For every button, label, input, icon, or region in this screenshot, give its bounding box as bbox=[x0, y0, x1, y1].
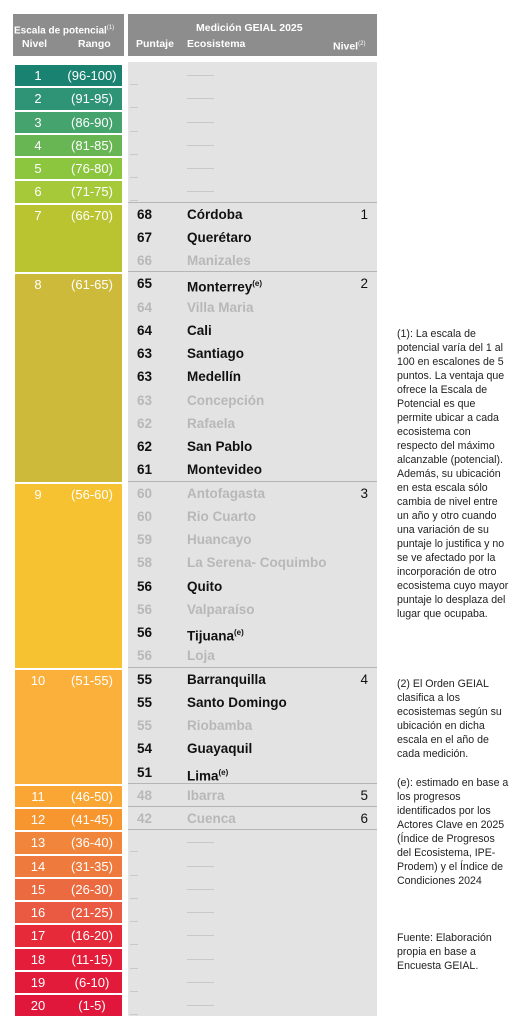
scale-level-range: (96-100) bbox=[67, 68, 117, 83]
empty-row bbox=[128, 179, 377, 202]
ecosystem-score: 63 bbox=[137, 392, 153, 408]
ecosystem-name-text: Loja bbox=[187, 648, 215, 664]
ecosystem-row bbox=[128, 249, 377, 272]
ecosystem-row bbox=[128, 505, 377, 528]
scale-level-range: (61-65) bbox=[71, 277, 113, 293]
ecosystem-row bbox=[128, 528, 377, 551]
placeholder-dash bbox=[187, 75, 214, 76]
ecosystem-row bbox=[128, 644, 377, 667]
scale-level-number: 11 bbox=[31, 788, 45, 804]
ecosystem-name bbox=[187, 505, 256, 528]
placeholder-dash bbox=[187, 842, 214, 843]
ecosystem-name bbox=[187, 435, 252, 458]
ecosystem-row bbox=[128, 807, 377, 830]
ecosystem-score: 51 bbox=[137, 764, 153, 780]
scale-level-number: 19 bbox=[30, 974, 46, 990]
estimate-marker: (e) bbox=[218, 767, 229, 777]
col-ecosystem: Ecosistema bbox=[187, 38, 246, 50]
ecosystem-row bbox=[128, 365, 377, 388]
ecosystem-name-text: Concepción bbox=[187, 392, 265, 408]
empty-row bbox=[128, 854, 377, 877]
ecosystem-name-text: Antofagasta bbox=[187, 485, 266, 501]
ecosystem-score: 61 bbox=[137, 462, 153, 478]
scale-level-range: (81-85) bbox=[71, 137, 113, 153]
scale-level-11 bbox=[14, 785, 123, 808]
ecosystem-name bbox=[187, 296, 254, 319]
scale-level-number: 6 bbox=[34, 184, 42, 200]
empty-row bbox=[128, 993, 377, 1016]
ecosystem-name bbox=[187, 714, 252, 737]
ecosystem-name bbox=[187, 342, 244, 365]
ecosystem-name-text: Monterrey bbox=[187, 279, 253, 295]
ecosystem-row bbox=[128, 761, 377, 784]
ecosystem-order-level: 2 bbox=[360, 276, 368, 292]
footnote-2: (2) El Orden GEIAL clasifica a los ecosistemas según su ubicación en dicha escala en el año de cada medición. bbox=[397, 678, 502, 760]
scale-level-range: (66-70) bbox=[71, 207, 113, 223]
col-score: Puntaje bbox=[136, 38, 174, 50]
ecosystem-row bbox=[128, 272, 377, 295]
scale-level-range: (6-10) bbox=[74, 974, 110, 990]
placeholder-dash bbox=[187, 98, 214, 99]
ecosystem-score: 56 bbox=[137, 648, 153, 664]
scale-col-level: Nivel bbox=[22, 38, 48, 50]
scale-level-range: (11-15) bbox=[71, 951, 113, 967]
empty-row bbox=[128, 947, 377, 970]
row-tick bbox=[130, 154, 138, 155]
level-separator bbox=[128, 481, 377, 482]
ecosystem-name bbox=[187, 528, 252, 551]
scale-level-range: (36-40) bbox=[71, 835, 113, 851]
scale-level-range: (76-80) bbox=[71, 161, 113, 176]
ecosystem-score: 63 bbox=[137, 369, 153, 385]
placeholder-dash bbox=[187, 145, 214, 146]
ecosystem-row bbox=[128, 226, 377, 249]
ecosystem-score: 66 bbox=[137, 253, 153, 268]
ecosystem-name bbox=[187, 737, 252, 760]
placeholder-dash bbox=[187, 168, 214, 169]
scale-level-range: (1-5) bbox=[78, 998, 106, 1013]
row-tick bbox=[130, 131, 138, 132]
row-tick bbox=[130, 991, 138, 992]
ecosystem-order-level: 5 bbox=[360, 787, 368, 803]
level-separator bbox=[128, 829, 377, 830]
ecosystem-name-text: Medellín bbox=[187, 369, 242, 385]
ecosystem-name-text: Cuenca bbox=[187, 811, 236, 826]
ecosystem-row bbox=[128, 482, 377, 505]
ecosystem-score: 55 bbox=[137, 671, 153, 687]
ecosystem-name-text: Riobamba bbox=[187, 718, 253, 733]
scale-level-number: 3 bbox=[34, 114, 42, 130]
measurement-header-title: Medición GEIAL 2025 bbox=[196, 22, 303, 34]
ecosystem-name bbox=[187, 807, 236, 830]
ecosystem-name bbox=[187, 458, 262, 481]
scale-level-7 bbox=[14, 204, 123, 274]
scale-header-title: Escala de potencial$^{(1)}$ bbox=[14, 25, 115, 37]
placeholder-dash bbox=[187, 935, 214, 936]
ecosystem-name-text: Montevideo bbox=[187, 462, 263, 478]
ecosystem-name bbox=[187, 389, 264, 412]
row-tick bbox=[130, 944, 138, 945]
empty-row bbox=[128, 923, 377, 946]
scale-level-number: 16 bbox=[30, 905, 46, 920]
ecosystem-name-text: Huancayo bbox=[187, 532, 252, 547]
ecosystem-score: 62 bbox=[137, 415, 153, 431]
ecosystem-score: 55 bbox=[137, 694, 153, 710]
empty-row bbox=[128, 63, 377, 86]
scale-level-4 bbox=[14, 134, 123, 157]
ecosystem-score: 64 bbox=[137, 322, 153, 338]
empty-row bbox=[128, 86, 377, 109]
ecosystem-row bbox=[128, 714, 377, 737]
ecosystem-row bbox=[128, 458, 377, 481]
ecosystem-name bbox=[187, 691, 287, 714]
empty-row bbox=[128, 970, 377, 993]
estimate-marker: (e) bbox=[252, 279, 263, 289]
estimate-marker: (e) bbox=[234, 628, 244, 637]
ecosystem-name bbox=[187, 482, 265, 505]
ecosystem-name-text: Rio Cuarto bbox=[187, 508, 256, 524]
scale-level-13 bbox=[14, 831, 123, 854]
scale-level-number: 10 bbox=[30, 672, 46, 688]
empty-row bbox=[128, 900, 377, 923]
ecosystem-name-text: Guayaquil bbox=[187, 741, 253, 757]
ecosystem-row bbox=[128, 621, 377, 644]
scale-level-range: (46-50) bbox=[71, 788, 113, 804]
scale-level-number: 9 bbox=[34, 486, 42, 502]
ecosystem-order-level: 3 bbox=[360, 485, 368, 501]
ecosystem-score: 65 bbox=[137, 276, 153, 292]
ecosystem-row bbox=[128, 296, 377, 319]
scale-level-number: 15 bbox=[30, 881, 46, 897]
footnote-e: (e): estimado en base a los progresos identificados por los Actores Clave en 2025 (Índice de Progresos del Ecosistema, IPE-Prodem) y el Índice de Condiciones 2024 bbox=[397, 777, 509, 887]
scale-level-range: (51-55) bbox=[71, 672, 113, 688]
scale-level-range: (16-20) bbox=[71, 928, 113, 944]
scale-col-range: Rango bbox=[78, 38, 111, 50]
scale-level-12 bbox=[14, 808, 123, 831]
col-level-order: Nivel$^{(2)}$ bbox=[333, 40, 366, 53]
scale-level-number: 2 bbox=[34, 91, 42, 107]
scale-level-number: 1 bbox=[34, 68, 42, 83]
ecosystem-row bbox=[128, 203, 377, 226]
ecosystem-score: 60 bbox=[137, 508, 153, 524]
empty-row bbox=[128, 877, 377, 900]
ecosystem-score: 54 bbox=[137, 741, 153, 757]
scale-level-range: (86-90) bbox=[71, 114, 113, 130]
ecosystem-score: 64 bbox=[137, 299, 153, 315]
ecosystem-name-text: Valparaíso bbox=[187, 601, 255, 617]
ecosystem-name-text: Barranquilla bbox=[187, 671, 266, 687]
empty-row bbox=[128, 133, 377, 156]
row-tick bbox=[130, 875, 138, 876]
scale-level-number: 14 bbox=[30, 858, 46, 874]
scale-level-number: 5 bbox=[34, 161, 42, 176]
scale-level-range: (26-30) bbox=[71, 881, 113, 897]
ecosystem-row bbox=[128, 551, 377, 574]
scale-level-2 bbox=[14, 87, 123, 110]
scale-level-number: 18 bbox=[30, 951, 46, 967]
ecosystem-name-text: San Pablo bbox=[187, 439, 253, 454]
source-note: Fuente: Elaboración propia en base a Encuesta GEIAL. bbox=[397, 932, 492, 972]
ecosystem-score: 56 bbox=[137, 578, 153, 594]
ecosystem-name-text: Rafaela bbox=[187, 415, 236, 431]
ecosystem-name bbox=[187, 551, 327, 574]
ecosystem-score: 58 bbox=[137, 555, 153, 571]
row-tick bbox=[130, 851, 138, 852]
scale-level-5 bbox=[14, 157, 123, 180]
scale-level-range: (41-45) bbox=[71, 812, 113, 827]
empty-row bbox=[128, 830, 377, 853]
ecosystem-name-text: Quito bbox=[187, 578, 223, 594]
scale-level-range: (71-75) bbox=[71, 184, 113, 200]
scale-level-number: 8 bbox=[34, 277, 42, 293]
row-tick bbox=[130, 1014, 138, 1015]
ecosystem-score: 68 bbox=[137, 206, 153, 222]
row-tick bbox=[130, 921, 138, 922]
placeholder-dash bbox=[187, 122, 214, 123]
scale-level-17 bbox=[14, 924, 123, 947]
scale-level-range: (31-35) bbox=[71, 858, 113, 874]
ecosystem-name bbox=[187, 668, 266, 691]
ecosystem-name-text: La Serena- Coquimbo bbox=[187, 555, 327, 571]
scale-level-number: 12 bbox=[30, 812, 46, 827]
scale-level-16 bbox=[14, 901, 123, 924]
ecosystem-name bbox=[187, 249, 251, 272]
scale-level-14 bbox=[14, 855, 123, 878]
ecosystem-row bbox=[128, 575, 377, 598]
ecosystem-name-text: Lima bbox=[187, 768, 219, 783]
scale-level-range: (91-95) bbox=[71, 91, 113, 107]
placeholder-dash bbox=[187, 889, 214, 890]
ecosystem-name bbox=[187, 644, 215, 667]
scale-level-number: 20 bbox=[30, 998, 46, 1013]
ecosystem-name-text: Querétaro bbox=[187, 229, 252, 245]
ecosystem-score: 56 bbox=[137, 601, 153, 617]
placeholder-dash bbox=[187, 912, 214, 913]
scale-level-8 bbox=[14, 273, 123, 482]
ecosystem-score: 55 bbox=[137, 718, 153, 733]
scale-level-range: (56-60) bbox=[71, 486, 113, 502]
scale-level-20 bbox=[14, 994, 123, 1017]
ecosystem-score: 59 bbox=[137, 532, 153, 547]
ecosystem-score: 62 bbox=[137, 439, 153, 454]
scale-level-3 bbox=[14, 111, 123, 134]
scale-level-number: 17 bbox=[30, 928, 46, 944]
scale-level-6 bbox=[14, 180, 123, 203]
ecosystem-name-text: Santiago bbox=[187, 346, 245, 361]
ecosystem-score: 63 bbox=[137, 346, 153, 361]
scale-level-9 bbox=[14, 483, 123, 669]
footnote-1: (1): La escala de potencial varía del 1 al 100 en escalones de 5 puntos. La ventaja que ofrece la Escala de Potencial es que permite ubicar a cada ecosistema con respecto del máximo alcanzable (potencial). Además, su ubicación en esta escala sólo cambia de nivel entre un año y otro cuando una variación de su puntaje lo justifica y no se ve afectado por la incorporación de otro ecosistema cuyo mayor puntaje lo desplaza del lugar que ocupaba. bbox=[397, 328, 509, 620]
ecosystem-name bbox=[187, 319, 212, 342]
ecosystem-name bbox=[187, 365, 241, 388]
level-separator bbox=[128, 271, 377, 272]
level-separator bbox=[128, 667, 377, 668]
ecosystem-row bbox=[128, 412, 377, 435]
scale-level-range: (21-25) bbox=[71, 905, 113, 920]
ecosystem-order-level: 4 bbox=[360, 671, 368, 687]
empty-row bbox=[128, 156, 377, 179]
placeholder-dash bbox=[187, 191, 214, 192]
ecosystem-row bbox=[128, 389, 377, 412]
ecosystem-name bbox=[187, 598, 255, 621]
scale-level-number: 13 bbox=[30, 835, 46, 851]
ecosystem-score: 56 bbox=[137, 625, 153, 640]
placeholder-dash bbox=[187, 1005, 214, 1006]
level-separator bbox=[128, 806, 377, 807]
ecosystem-name-text: Villa Maria bbox=[187, 299, 254, 315]
ecosystem-row bbox=[128, 435, 377, 458]
ecosystem-row bbox=[128, 342, 377, 365]
ecosystem-name-text: Cali bbox=[187, 322, 212, 338]
row-tick bbox=[130, 177, 138, 178]
ecosystem-score: 42 bbox=[137, 811, 153, 826]
placeholder-dash bbox=[187, 866, 214, 867]
placeholder-dash bbox=[187, 982, 214, 983]
row-tick bbox=[130, 968, 138, 969]
ecosystem-name-text: Tijuana bbox=[187, 628, 235, 644]
placeholder-dash bbox=[187, 959, 214, 960]
scale-level-15 bbox=[14, 878, 123, 901]
row-tick bbox=[130, 107, 138, 108]
ecosystem-row bbox=[128, 598, 377, 621]
ecosystem-name bbox=[187, 412, 235, 435]
scale-level-1 bbox=[14, 64, 123, 87]
scale-level-number: 4 bbox=[34, 137, 42, 153]
ecosystem-name bbox=[187, 575, 222, 598]
ecosystem-row bbox=[128, 784, 377, 807]
ecosystem-row bbox=[128, 319, 377, 342]
ecosystem-name-text: Manizales bbox=[187, 253, 251, 268]
scale-level-number: 7 bbox=[34, 207, 42, 223]
ecosystem-row bbox=[128, 691, 377, 714]
ecosystem-row bbox=[128, 737, 377, 760]
ecosystem-row bbox=[128, 668, 377, 691]
level-separator bbox=[128, 783, 377, 784]
row-tick bbox=[130, 84, 138, 85]
ecosystem-name-text: Ibarra bbox=[187, 787, 225, 803]
ecosystem-score: 60 bbox=[137, 485, 153, 501]
ecosystem-score: 48 bbox=[137, 787, 153, 803]
ecosystem-name bbox=[187, 203, 243, 226]
ecosystem-name-text: Córdoba bbox=[187, 206, 243, 222]
ecosystem-name bbox=[187, 226, 252, 249]
ecosystem-score: 67 bbox=[137, 229, 153, 245]
ecosystem-order-level: 1 bbox=[360, 206, 368, 222]
ecosystem-order-level: 6 bbox=[360, 811, 368, 826]
scale-level-19 bbox=[14, 971, 123, 994]
row-tick bbox=[130, 898, 138, 899]
scale-level-10 bbox=[14, 669, 123, 785]
level-separator bbox=[128, 202, 377, 203]
scale-level-18 bbox=[14, 948, 123, 971]
ecosystem-name bbox=[187, 784, 225, 807]
empty-row bbox=[128, 110, 377, 133]
ecosystem-name-text: Santo Domingo bbox=[187, 694, 287, 710]
